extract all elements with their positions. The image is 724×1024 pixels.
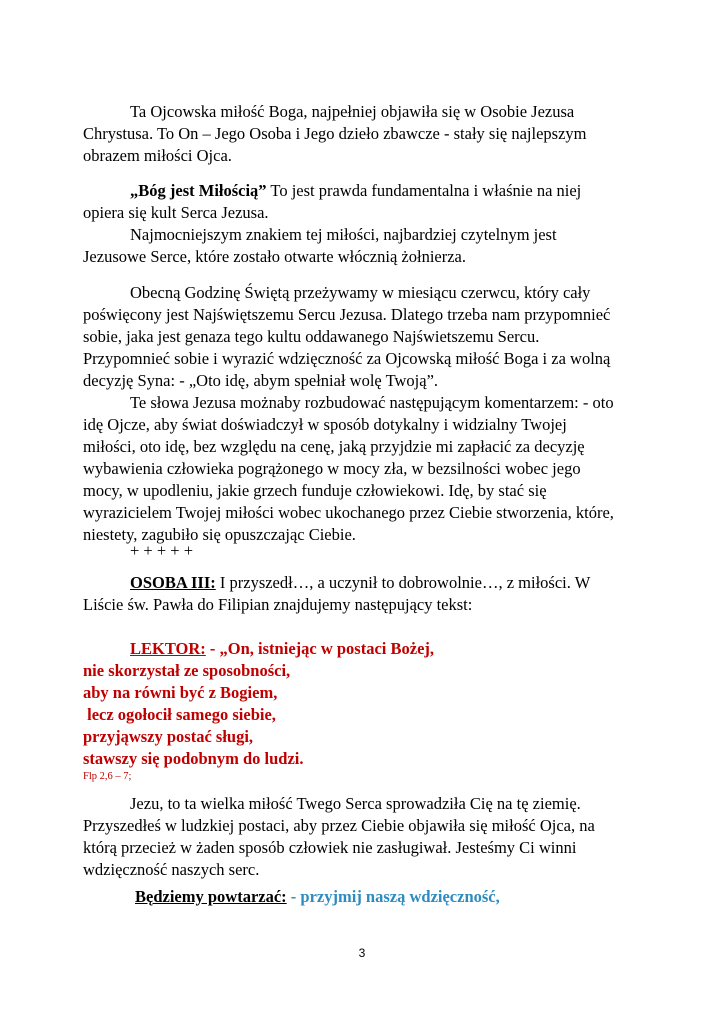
speaker-label: OSOBA III: xyxy=(130,573,216,592)
text-line: Najmocniejszym znakiem tej miłości, najbardziej czytelnym jest xyxy=(130,225,557,244)
text-span: I przyszedł…, a uczynił to dobrowolnie…, z miłości. W xyxy=(215,573,591,592)
text-line: Przyszedłeś w ludzkiej postaci, aby przez Ciebie objawiła się miłość Ojca, na xyxy=(83,816,595,835)
scripture-reference: Flp 2,6 – 7; xyxy=(83,771,132,782)
paragraph-3 xyxy=(83,282,683,392)
text-line: wyrazicielem Twojej miłości wobec ukochanego przez Ciebie stworzenia, które, xyxy=(83,503,614,522)
reading-line xyxy=(83,638,683,660)
reading-line: stawszy się podobnym do ludzi. xyxy=(83,749,304,768)
emphasis-quote: „Bóg jest Miłością” xyxy=(130,181,267,200)
text-line: obrazem miłości Ojca. xyxy=(83,146,232,165)
text-line: którą przecież w żaden sposób człowiek nie zasługiwał. Jesteśmy Ci winni xyxy=(83,838,577,857)
page-number: 3 xyxy=(358,946,366,960)
text-line: wdzięczność naszych serc. xyxy=(83,860,260,879)
response-text: - przyjmij naszą wdzięczność, xyxy=(286,887,500,906)
text-span: - „On, istniejąc w postaci Bożej, xyxy=(205,639,435,658)
text-line: Obecną Godzinę Świętą przeżywamy w miesiącu czerwcu, który cały xyxy=(130,283,591,302)
text-line: niestety, zagubiło się opuszczając Ciebie. xyxy=(83,525,356,544)
response-line xyxy=(83,886,683,908)
reading-line: lecz ogołocił samego siebie, xyxy=(83,705,276,724)
text-line: mocy, w upodleniu, jakie grzech funduje człowiekowi. Idę, by stać się xyxy=(83,481,547,500)
text-line xyxy=(83,886,683,908)
text-line: Jezu, to ta wielka miłość Twego Serca sprowadziła Cię na tę ziemię. xyxy=(130,794,581,813)
paragraph-2 xyxy=(83,180,683,268)
text-line: idę Ojcze, aby świat doświadczył w sposób dotykalny i widzialny Twojej xyxy=(83,415,567,434)
text-line: Ta Ojcowska miłość Boga, najpełniej objawiła się w Osobie Jezusa xyxy=(130,102,575,121)
text-span: To jest prawda fundamentalna i właśnie na niej xyxy=(266,181,582,200)
lektor-label: LEKTOR: xyxy=(130,639,206,658)
text-line: decyzję Syna: - „Oto idę, abym spełniał wolę Twoją”. xyxy=(83,371,439,390)
lektor-reading xyxy=(83,638,683,784)
osoba-paragraph xyxy=(83,572,683,616)
reading-line: nie skorzystał ze sposobności, xyxy=(83,661,291,680)
response-label: Będziemy powtarzać: xyxy=(135,887,287,906)
reading-line: przyjąwszy postać sługi, xyxy=(83,727,254,746)
paragraph-5 xyxy=(83,793,683,881)
text-line: Te słowa Jezusa możnaby rozbudować następującym komentarzem: - oto xyxy=(130,393,614,412)
reading-line: aby na równi być z Bogiem, xyxy=(83,683,278,702)
paragraph-4 xyxy=(83,392,683,546)
text-line xyxy=(83,180,683,202)
text-line: Liście św. Pawła do Filipian znajdujemy następujący tekst: xyxy=(83,595,473,614)
section-separator xyxy=(83,540,683,562)
text-line: wybawienia człowieka pogrążonego w mocy zła, w bezsilności wobec jego xyxy=(83,459,581,478)
text-line: miłości, oto idę, bez względu na cenę, jaką przyjdzie mi zapłacić za decyzję xyxy=(83,437,585,456)
text-line: Jezusowe Serce, które zostało otwarte włócznią żołnierza. xyxy=(83,247,466,266)
text-line: sobie, jaka jest genaza tego kultu oddawanego Najświetszemu Sercu. xyxy=(83,327,540,346)
paragraph-1 xyxy=(83,101,683,167)
text-line xyxy=(83,572,683,594)
text-line: poświęcony jest Najświętszemu Sercu Jezusa. Dlatego trzeba nam przypomnieć xyxy=(83,305,611,324)
text-line: Chrystusa. To On – Jego Osoba i Jego dzieło zbawcze - stały się najlepszym xyxy=(83,124,587,143)
text-line: Przypomnieć sobie i wyrazić wdzięczność za Ojcowską miłość Boga i za wolną xyxy=(83,349,611,368)
text-line: opiera się kult Serca Jezusa. xyxy=(83,203,269,222)
separator-text: + + + + + xyxy=(130,541,194,560)
